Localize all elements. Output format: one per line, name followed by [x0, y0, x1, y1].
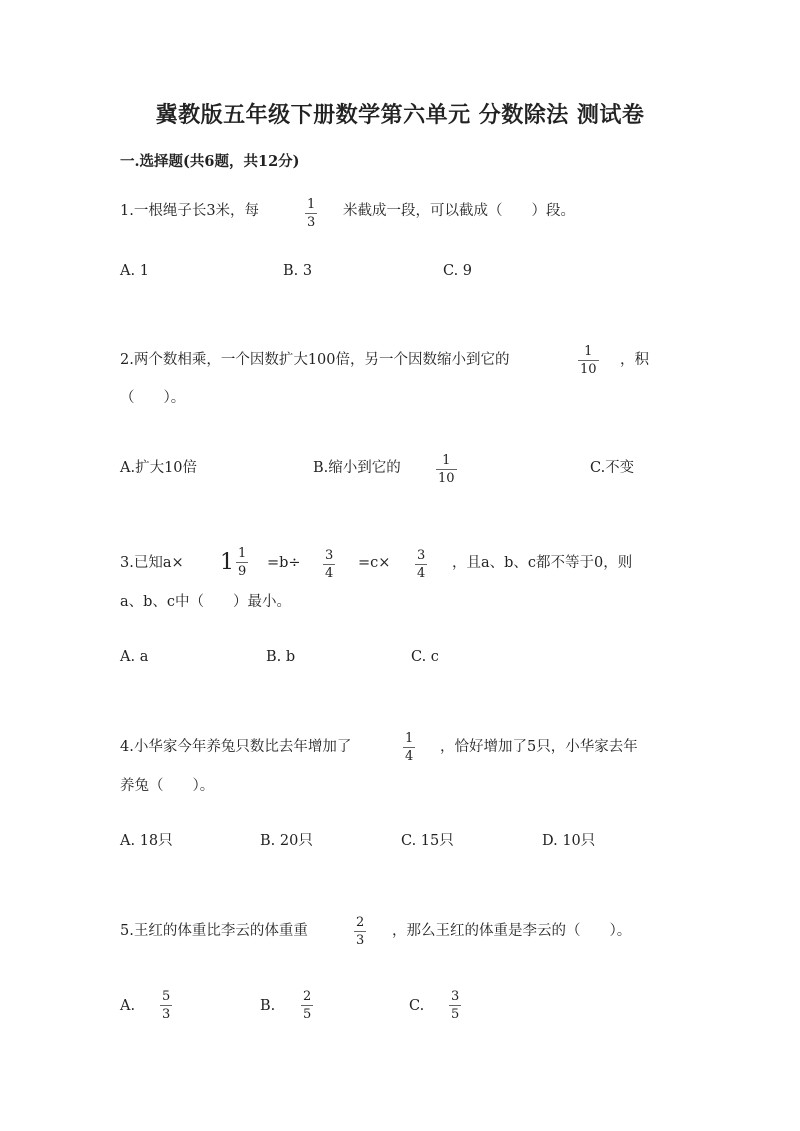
q2-b-frac-num: 1: [442, 453, 451, 468]
q3-frac2-den: 4: [417, 566, 426, 581]
q1-text-pre: 1.一根绳子长3米，每: [120, 203, 260, 219]
q3-text-mid1: =b÷: [267, 555, 301, 571]
q1-option-a: A. 1: [120, 263, 149, 279]
fraction-bar: [301, 1005, 313, 1006]
q5-option-c-fraction: [449, 989, 461, 1022]
q3-frac1-den: 4: [325, 566, 334, 581]
q4-option-a: A. 18只: [120, 833, 173, 849]
q3-mixed-number: [220, 546, 248, 579]
q5-c-den: 5: [451, 1007, 460, 1022]
q3-option-b: B. b: [266, 649, 296, 665]
q3-mixed-whole: 1: [220, 550, 234, 575]
fraction-bar: [578, 360, 599, 361]
q2-frac-num: 1: [584, 344, 593, 359]
q5-a-num: 5: [162, 989, 171, 1004]
q2-b-frac-den: 10: [438, 471, 455, 486]
q5-a-den: 3: [162, 1007, 171, 1022]
q1-text-post: 米截成一段，可以截成（ ）段。: [343, 203, 575, 219]
q2-text-pre: 2.两个数相乘，一个因数扩大100倍，另一个因数缩小到它的: [120, 352, 510, 368]
q2-text-post: ，积: [620, 352, 649, 368]
q3-fraction-2: [415, 548, 427, 581]
q5-text-pre: 5.王红的体重比李云的体重重: [120, 923, 308, 939]
q2-text-line2: （ ）。: [120, 390, 186, 406]
q5-option-b-label: B.: [260, 998, 276, 1014]
q5-c-num: 3: [451, 989, 460, 1004]
q3-option-c: C. c: [411, 649, 439, 665]
q2-option-a: A.扩大10倍: [120, 460, 198, 476]
q1-frac-den: 3: [307, 215, 316, 230]
page-title: 冀教版五年级下册数学第六单元 分数除法 测试卷: [155, 102, 645, 128]
q4-option-b: B. 20只: [260, 833, 313, 849]
q1-fraction: [305, 197, 317, 230]
q5-option-a-fraction: [160, 989, 172, 1022]
fraction-bar: [354, 931, 366, 932]
q3-fraction-1: [323, 548, 335, 581]
q5-text-post: ，那么王红的体重是李云的（ ）。: [392, 923, 632, 939]
fraction-bar: [436, 469, 457, 470]
fraction-bar: [305, 213, 317, 214]
q5-option-a-label: A.: [120, 998, 136, 1014]
q4-frac-num: 1: [405, 731, 414, 746]
q2-option-b-fraction: [436, 453, 457, 486]
q3-text-mid2: =c×: [358, 555, 391, 571]
q5-option-b-fraction: [301, 989, 313, 1022]
q2-option-b: B.缩小到它的: [313, 460, 401, 476]
q1-option-c: C. 9: [443, 263, 473, 279]
q3-frac1-num: 3: [325, 548, 334, 563]
q1-frac-num: 1: [307, 197, 316, 212]
q4-text-pre: 4.小华家今年养兔只数比去年增加了: [120, 739, 352, 755]
q5-b-den: 5: [303, 1007, 312, 1022]
q4-option-c: C. 15只: [401, 833, 454, 849]
q2-option-c: C.不变: [590, 460, 635, 476]
q4-text-post: ，恰好增加了5只，小华家去年: [440, 739, 638, 755]
q5-b-num: 2: [303, 989, 312, 1004]
fraction-bar: [449, 1005, 461, 1006]
q4-text-line2: 养兔（ ）。: [120, 778, 215, 794]
q4-fraction: [403, 731, 415, 764]
fraction-bar: [323, 564, 335, 565]
q3-mixed-fraction: [236, 546, 248, 579]
q3-mixed-den: 9: [238, 564, 247, 579]
fraction-bar: [403, 747, 415, 748]
q2-frac-den: 10: [580, 362, 597, 377]
fraction-bar: [236, 562, 248, 563]
q4-option-d: D. 10只: [542, 833, 596, 849]
fraction-bar: [415, 564, 427, 565]
q4-frac-den: 4: [405, 749, 414, 764]
q3-text-line2: a、b、c中（ ）最小。: [120, 594, 292, 610]
q5-frac-den: 3: [356, 933, 365, 948]
q3-mixed-num: 1: [238, 546, 247, 561]
q1-option-b: B. 3: [283, 263, 313, 279]
section-heading: 一.选择题(共6题，共12分): [120, 153, 300, 170]
q5-frac-num: 2: [356, 915, 365, 930]
q3-text-post: ，且a、b、c都不等于0，则: [452, 555, 633, 571]
fraction-bar: [160, 1005, 172, 1006]
q5-option-c-label: C.: [409, 998, 425, 1014]
q2-fraction: [578, 344, 599, 377]
q5-fraction: [354, 915, 366, 948]
q3-option-a: A. a: [120, 649, 149, 665]
q3-text-pre: 3.已知a×: [120, 555, 184, 571]
q3-frac2-num: 3: [417, 548, 426, 563]
